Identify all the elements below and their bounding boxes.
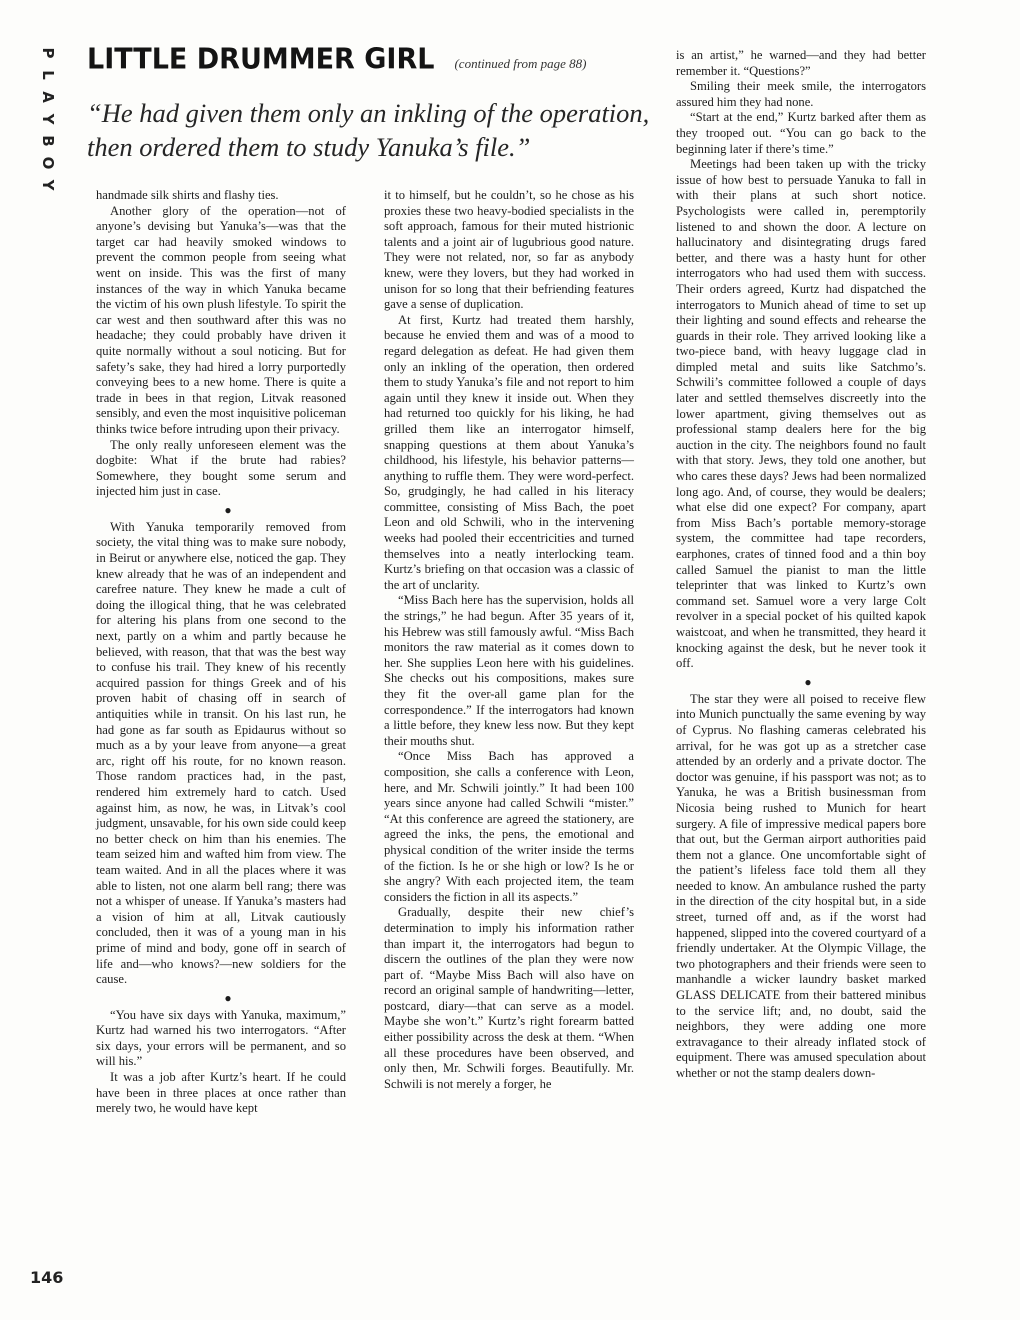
continued-note: (continued from page 88) (454, 56, 587, 71)
brand-letter: O (39, 156, 57, 170)
paragraph: It was a job after Kurtz’s heart. If he could have been in three places at once rather than merely two, he would have kept (96, 1070, 346, 1116)
page-number: 146 (30, 1268, 64, 1287)
article-header (87, 44, 667, 84)
paragraph: Gradually, despite their new chief’s determination to imply his information rather than impart it, the interrogators had begun to discern the outlines of the plan they were now part of. “Maybe Miss Bach will also have on record an original sample of handwriting—letter, postcard, diary—that can serve as a model. Maybe she won’t.” Kurtz’s right forearm batted either possibility across the desk at them. “When all these procedures have been observed, and only then, Mr. Schwili forges. Beautifully. Mr. Schwili is not merely a forger, he (384, 905, 634, 1091)
brand-letter: Y (39, 113, 57, 125)
magazine-name-vertical (36, 42, 60, 196)
paragraph: With Yanuka temporarily removed from society, the vital thing was to make sure nobody, in Beirut or anywhere else, noticed the gap. They knew already that he was of an independent and carefree nature. They knew he made a cult of doing the illogical thing, that he was celebrated for altering his plans from one second to the next, partly on a whim and partly because he believed, with reason, that that was the best way to confuse his trail. They knew of his recently acquired passion for things Greek and of his proven habit of chasing off in search of antiquities while in transit. On his last run, he had gone as far south as Epidaurus without so much as a by your leave from anyone—a great arc, right off his route, for no known reason. Those random practices had, in the past, rendered him extremely hard to catch. Used against him, as now, he was, in Litvak’s cool judgment, unsavable, for his own side could keep no better check on him than his enemies. The team seized him and wafted him from view. The team waited. And in all the places where it was able to listen, not one alarm bell rang; there was not a whisper of unease. If Yanuka’s masters had a vision of him at all, Litvak cautiously concluded, then it was of a young man in his prime of mind and body, gone off in search of life and—who knows?—new soldiers for the cause. (96, 519, 346, 987)
pull-quote: “He had given them only an inkling of the operation, then ordered them to study Yanuka’s file.” (87, 98, 650, 162)
paragraph: At first, Kurtz had treated them harshly, because he envied them and was of a mood to regard delegation as defeat. He had given them only an inkling of the operation, then ordered them to study Yanuka’s file and not report to him again until they knew it inside out. When they had returned too quickly for his liking, he had grilled them like an interrogator himself, snapping questions at them about Yanuka’s childhood, his lifestyle, his behavior patterns—anything to ruffle them. They were word-perfect. So, grudgingly, he had called in his literacy committee, consisting of Miss Bach, the poet Leon and old Schwili, who in the intervening weeks had pooled their eccentricities and turned themselves into a neatly interlocking team. Kurtz’s briefing on that occasion was a classic of the art of unclarity. (384, 312, 634, 592)
text-column-3 (676, 48, 926, 1082)
paragraph: Smiling their meek smile, the interrogators assured him they had none. (676, 79, 926, 109)
brand-letter: Y (39, 179, 57, 191)
paragraph: “Once Miss Bach has approved a composition, she calls a conference with Leon, here, and Mr. Schwili jointly.” It had been 100 years since anyone had called Schwili “mister.” “At this conference are agreed the stationery, are agreed the inks, the pens, the emotional and physical condition of the writer inside the terms of the fiction. Is he or she high or low? Is he or she angry? With each projected item, the team considers the fiction in all its aspects.” (384, 749, 634, 904)
brand-letter: P (39, 47, 57, 59)
brand-letter: L (39, 70, 57, 80)
paragraph: handmade silk shirts and flashy ties. (96, 188, 279, 202)
section-divider: ● (224, 502, 232, 517)
article-title: LITTLE DRUMMER GIRL (87, 43, 435, 76)
paragraph: Another glory of the operation—not of anyone’s devising but Yanuka’s—was that the target car had heavily smoked windows to prevent the common people from seeing what went on inside. This was the first of many instances of the way in which Yanuka became the victim of his own plush lifestyle. To spirit the car west and then southward after this was no headache; they could probably have driven it quite normally without a soul noticing. But for safety’s sake, they had hired a lorry purportedly conveying bees to a new home. There is quite a trade in bees in that region, Litvak reasoned sensibly, and even the most inquisitive policeman thinks twice before intruding upon their privacy. (96, 203, 346, 436)
section-divider: ● (224, 990, 232, 1005)
paragraph: The only really unforeseen element was the dogbite: What if the brute had rabies? Somewhere, they bought some serum and injected him just in case. (96, 437, 346, 499)
paragraph: “Miss Bach here has the supervision, holds all the strings,” he had begun. After 35 years of it, his Hebrew was still famously awful. “Miss Bach monitors the raw material as it comes down to her. She supplies Leon here with his guidelines. She checks out his compositions, makes sure they fit the over-all game plan for the correspondence.” If the interrogators had known a little before, they knew less now. But they kept their mouths shut. (384, 593, 634, 748)
text-column-2 (384, 188, 634, 1092)
section-divider: ● (804, 674, 812, 689)
text-column-1 (96, 188, 346, 1117)
paragraph: “You have six days with Yanuka, maximum,” Kurtz had warned his two interrogators. “After six days, your errors will be permanent, and so will his.” (96, 1007, 346, 1069)
paragraph: “Start at the end,” Kurtz barked after them as they trooped out. “You can go back to the beginning later if there’s time.” (676, 110, 926, 156)
brand-letter: A (39, 91, 57, 103)
paragraph: it to himself, but he couldn’t, so he chose as his proxies these two heavy-bodied specialists in the soft approach, famous for their muted histrionic talents and a joint air of lugubrious good nature. They were not related, nor, so far as anybody knew, were they lovers, but they had worked in unison for so long that their befriending features gave a sense of duplication. (384, 188, 634, 312)
paragraph: The star they were all poised to receive flew into Munich punctually the same evening by way of Cyprus. No flashing cameras celebrated his arrival, for he was got up as a stretcher case attended by an orderly and a private doctor. The doctor was genuine, if his passport was not; as to Yanuka, he was a British businessman from Nicosia being rushed to Munich for heart surgery. A file of impressive medical papers bore that out, but the German airport authorities paid them not a glance. One uncomfortable sight of the patient’s lifeless face told them all they needed to know. An ambulance rushed the party in the direction of the city hospital but, in a side street, turned off and, as if the worst had happened, slipped into the covered courtyard of a friendly undertaker. At the Olympic Village, the two photographers and their friends were seen to manhandle a wicker laundry basket marked GLASS DELICATE from their battered minibus to the service lift; and, no doubt, said the neighbors, they were adding one more extravagance to their already inflated stock of equipment. There was amused speculation about whether or not the stamp dealers down- (676, 691, 926, 1080)
paragraph: Meetings had been taken up with the tricky issue of how best to persuade Yanuka to fall in with their plans at such short notice. Psychologists were called in, peremptorily listened to and shown the door. A lecture on hallucinatory and disintegrating drugs fared better, and there was a hasty hunt for other interrogators who had used them with success. Their orders agreed, Kurtz had dispatched the interrogators to Munich ahead of time to set up their lighting and sound effects and rehearse the guards in their role. They arrived looking like a two-piece band, with heavy luggage clad in dimpled metal and suits like Satchmo’s. Schwili’s committee followed a couple of days later and settled themselves discreetly into the lower apartment, giving themselves out as professional stamp dealers here for the big auction in the city. The neighbors found no fault with that story. Jews, they told one another, but who cares these days? Jews had been normalized long ago. And, of course, they would be dealers; what else did one expect? For company, apart from Miss Bach’s portable memory-storage system, the committee had tape recorders, earphones, crates of tinned food and a thin boy called Samuel the pianist to man the little teleprinter that was linked to Kurtz’s own command set. Samuel wore a very large Colt revolver in a special pocket of his quilted kapok waistcoat, and when he transmitted, they heard it knocking against the desk, but he never took it off. (676, 157, 926, 671)
paragraph: is an artist,” he warned—and they had better remember it. “Questions?” (676, 48, 926, 78)
brand-letter: B (39, 135, 57, 147)
